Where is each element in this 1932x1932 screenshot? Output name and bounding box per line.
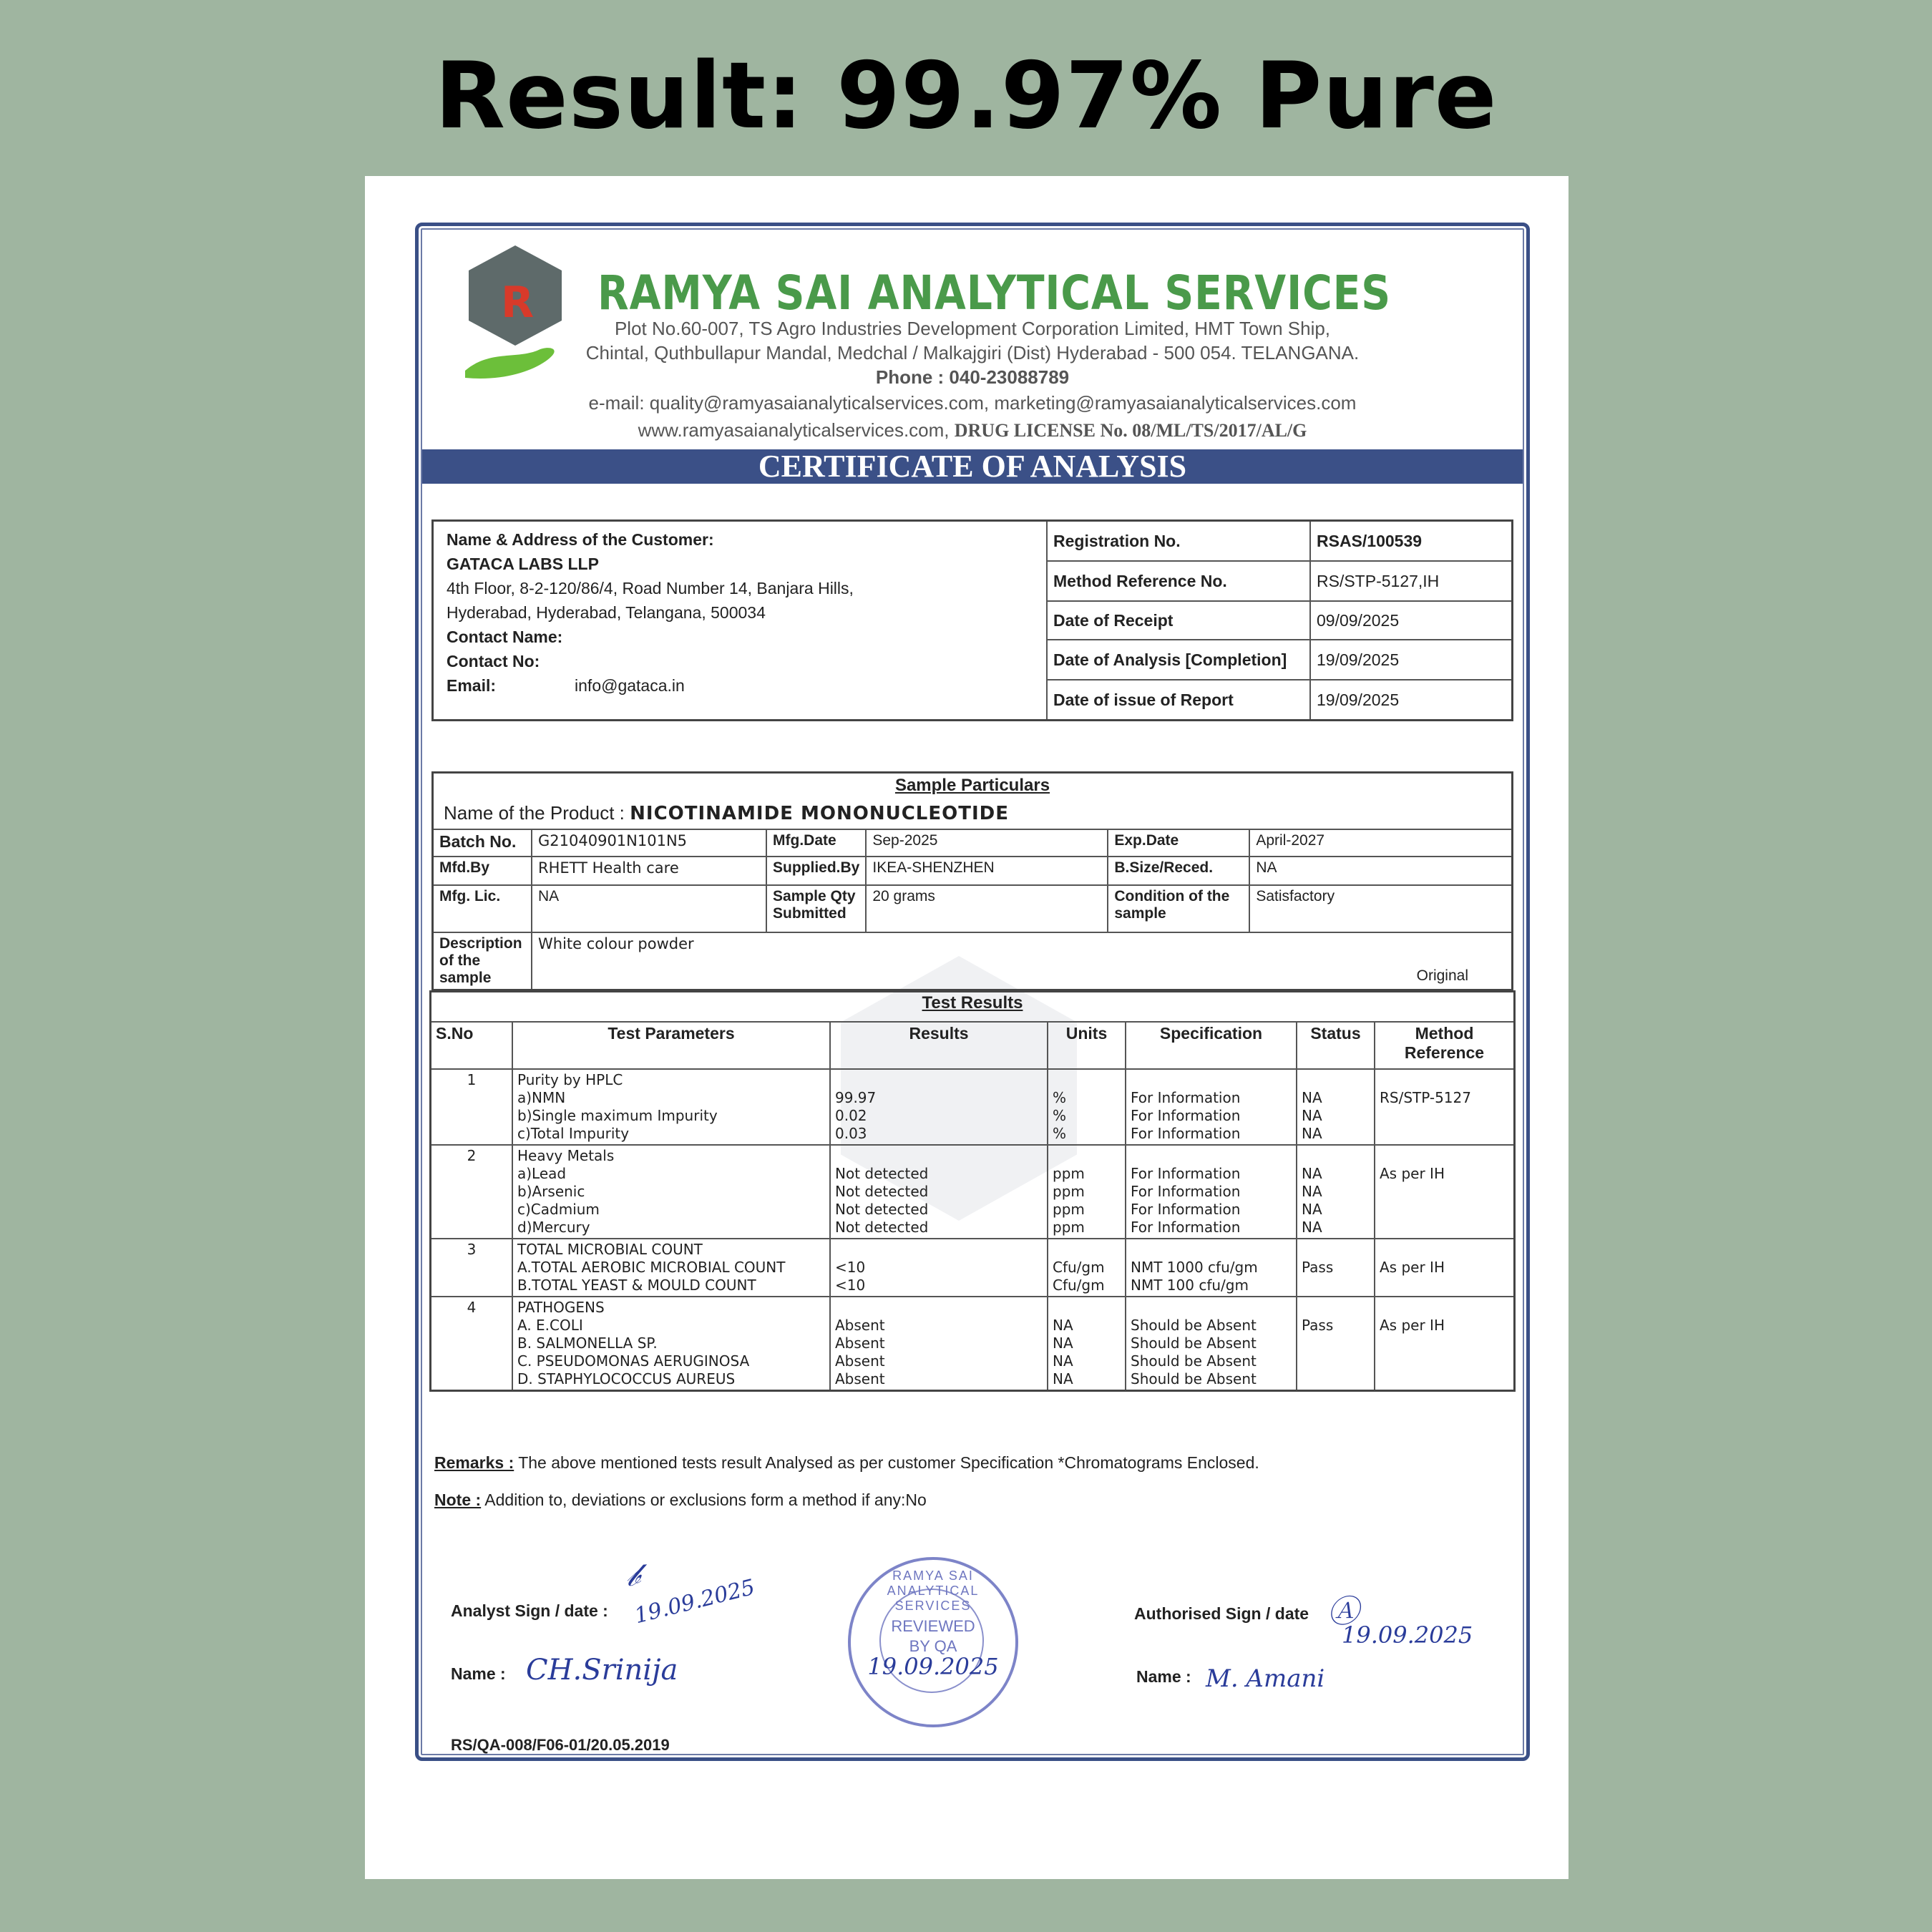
customer-name: GATACA LABS LLP (447, 555, 599, 573)
remarks (434, 1453, 1259, 1473)
row-params: PATHOGENS A. E.COLI B. SALMONELLA SP. C. PSEUDOMONAS AERUGINOSA D. STAPHYLOCOCCUS AUREUS (512, 1297, 830, 1391)
product-label: Name of the Product : (444, 802, 625, 824)
analysis-date-value: 19/09/2025 (1310, 640, 1513, 680)
row-status: NA NA NA NA (1297, 1145, 1375, 1239)
table-row (431, 1069, 1515, 1145)
row-method: As per IH (1375, 1297, 1515, 1391)
bsize-value: NA (1249, 857, 1512, 885)
qa-stamp-icon: RAMYA SAI ANALYTICAL SERVICES REVIEWED BY QA 19.09.2025 (848, 1557, 1018, 1727)
col-parameters: Test Parameters (512, 1022, 830, 1069)
authorised-signature-icon: Ⓐ (1327, 1594, 1359, 1630)
row-spec: NMT 1000 cfu/gm NMT 100 cfu/gm (1126, 1239, 1297, 1297)
analysis-date-label: Date of Analysis [Completion] (1047, 640, 1310, 680)
mfg-date-value: Sep-2025 (866, 829, 1108, 857)
condition-value: Satisfactory (1249, 885, 1512, 932)
customer-email: info@gataca.in (575, 676, 685, 695)
row-spec: For Information For Information For Information (1126, 1069, 1297, 1145)
customer-address-1: 4th Floor, 8-2-120/86/4, Road Number 14, Banjara Hills, (447, 579, 854, 597)
lab-website-license (419, 419, 1526, 441)
row-status: Pass (1297, 1297, 1375, 1391)
product-row (433, 798, 1513, 829)
analyst-signature-icon: 𝒷 (626, 1557, 640, 1594)
sample-particulars-table (431, 771, 1513, 991)
row-method: As per IH (1375, 1145, 1515, 1239)
analyst-date: 19.09.2025 (632, 1574, 758, 1629)
description-cell (532, 932, 1513, 990)
method-ref-label: Method Reference No. (1047, 561, 1310, 601)
row-units: NA NA NA NA (1048, 1297, 1126, 1391)
row-results: Absent Absent Absent Absent (830, 1297, 1048, 1391)
customer-address-2: Hyderabad, Hyderabad, Telangana, 500034 (447, 603, 766, 622)
description-value: White colour powder (538, 935, 694, 952)
row-units: % % % (1048, 1069, 1126, 1145)
row-spec: For Information For Information For Information For Information (1126, 1145, 1297, 1239)
row-results: Not detected Not detected Not detected Not detected (830, 1145, 1048, 1239)
customer-block (433, 521, 1048, 721)
col-method-reference: Method Reference (1375, 1022, 1515, 1069)
supplied-by-value: IKEA-SHENZHEN (866, 857, 1108, 885)
sample-heading: Sample Particulars (433, 773, 1513, 799)
condition-label: Condition of the sample (1108, 885, 1249, 932)
svg-text:R: R (501, 278, 535, 328)
col-results: Results (830, 1022, 1048, 1069)
authorised-date: 19.09.2025 (1342, 1621, 1473, 1649)
col-units: Units (1048, 1022, 1126, 1069)
table-row (431, 1239, 1515, 1297)
authorised-name-label: Name : (1136, 1667, 1191, 1686)
document-title: CERTIFICATE OF ANALYSIS (422, 449, 1523, 484)
drug-license: DRUG LICENSE No. 08/ML/TS/2017/AL/G (954, 420, 1307, 441)
description-label: Description of the sample (433, 932, 532, 990)
lab-phone: Phone : 040-23088789 (875, 366, 1070, 388)
row-params: Purity by HPLC a)NMN b)Single maximum Impurity c)Total Impurity (512, 1069, 830, 1145)
row-method: RS/STP-5127 (1375, 1069, 1515, 1145)
email-label: Email: (447, 676, 497, 695)
issue-date-value: 19/09/2025 (1310, 680, 1513, 721)
remarks-text: The above mentioned tests result Analysed as per customer Specification *Chromatograms Enclosed. (518, 1453, 1259, 1472)
row-sno: 1 (431, 1069, 513, 1145)
receipt-date-value: 09/09/2025 (1310, 601, 1513, 640)
batch-value: G21040901N101N5 (532, 829, 766, 857)
customer-heading: Name & Address of the Customer: (447, 530, 714, 549)
copy-type: Original (1416, 967, 1468, 984)
row-status: NA NA NA (1297, 1069, 1375, 1145)
supplied-by-label: Supplied.By (766, 857, 866, 885)
exp-date-label: Exp.Date (1108, 829, 1249, 857)
analyst-name: CH.Srinija (526, 1654, 678, 1687)
analyst-sign-label: Analyst Sign / date : (451, 1601, 608, 1620)
row-spec: Should be Absent Should be Absent Should be Absent Should be Absent (1126, 1297, 1297, 1391)
row-results: 99.97 0.02 0.03 (830, 1069, 1048, 1145)
row-units: Cfu/gm Cfu/gm (1048, 1239, 1126, 1297)
lab-address-line1: Plot No.60-007, TS Agro Industries Development Corporation Limited, HMT Town Ship, (614, 318, 1331, 339)
contact-no-label: Contact No: (447, 652, 540, 670)
form-code: RS/QA-008/F06-01/20.05.2019 (451, 1736, 670, 1754)
mfg-lic-value: NA (532, 885, 766, 932)
row-results: <10 <10 (830, 1239, 1048, 1297)
row-params: TOTAL MICROBIAL COUNT A.TOTAL AEROBIC MICROBIAL COUNT B.TOTAL YEAST & MOULD COUNT (512, 1239, 830, 1297)
lab-name: RAMYA SAI ANALYTICAL SERVICES (597, 265, 1391, 321)
batch-label: Batch No. (433, 829, 532, 857)
lab-website: www.ramyasaianalyticalservices.com, (638, 419, 950, 441)
table-row (431, 1297, 1515, 1391)
bsize-label: B.Size/Reced. (1108, 857, 1249, 885)
row-sno: 2 (431, 1145, 513, 1239)
authorised-name: M. Amani (1206, 1664, 1325, 1693)
row-sno: 4 (431, 1297, 513, 1391)
contact-name-label: Contact Name: (447, 628, 563, 646)
mfd-by-value: RHETT Health care (532, 857, 766, 885)
remarks-label: Remarks : (434, 1453, 514, 1472)
col-sno: S.No (431, 1022, 513, 1069)
method-ref-value: RS/STP-5127,IH (1310, 561, 1513, 601)
col-specification: Specification (1126, 1022, 1297, 1069)
row-params: Heavy Metals a)Lead b)Arsenic c)Cadmium d)Mercury (512, 1145, 830, 1239)
qty-value: 20 grams (866, 885, 1108, 932)
analyst-name-label: Name : (451, 1664, 506, 1683)
row-sno: 3 (431, 1239, 513, 1297)
exp-date-value: April-2027 (1249, 829, 1512, 857)
registration-label: Registration No. (1047, 521, 1310, 562)
note-label: Note : (434, 1491, 482, 1509)
note-text: Addition to, deviations or exclusions form a method if any:No (484, 1491, 927, 1509)
lab-email: e-mail: quality@ramyasaianalyticalservices.com, marketing@ramyasaianalyticalservices.com (588, 392, 1357, 414)
mfd-by-label: Mfd.By (433, 857, 532, 885)
mfg-lic-label: Mfg. Lic. (433, 885, 532, 932)
receipt-date-label: Date of Receipt (1047, 601, 1310, 640)
test-results-heading: Test Results (431, 992, 1515, 1023)
authorised-sign-label: Authorised Sign / date (1134, 1604, 1309, 1623)
row-units: ppm ppm ppm ppm (1048, 1145, 1126, 1239)
customer-info-table (431, 519, 1513, 721)
row-status: Pass (1297, 1239, 1375, 1297)
test-results-table (429, 990, 1516, 1392)
product-name: NICOTINAMIDE MONONUCLEOTIDE (630, 803, 1009, 824)
certificate-page (365, 176, 1568, 1879)
note (434, 1491, 927, 1510)
issue-date-label: Date of issue of Report (1047, 680, 1310, 721)
col-status: Status (1297, 1022, 1375, 1069)
qty-label: Sample Qty Submitted (766, 885, 866, 932)
registration-value: RSAS/100539 (1310, 521, 1513, 562)
row-method: As per IH (1375, 1239, 1515, 1297)
lab-address-line2: Chintal, Quthbullapur Mandal, Medchal / Malkajgiri (Dist) Hyderabad - 500 054. TELANGANA. (585, 342, 1360, 364)
certificate-frame (415, 223, 1530, 1761)
table-row (431, 1145, 1515, 1239)
mfg-date-label: Mfg.Date (766, 829, 866, 857)
page-headline: Result: 99.97% Pure (434, 43, 1498, 150)
